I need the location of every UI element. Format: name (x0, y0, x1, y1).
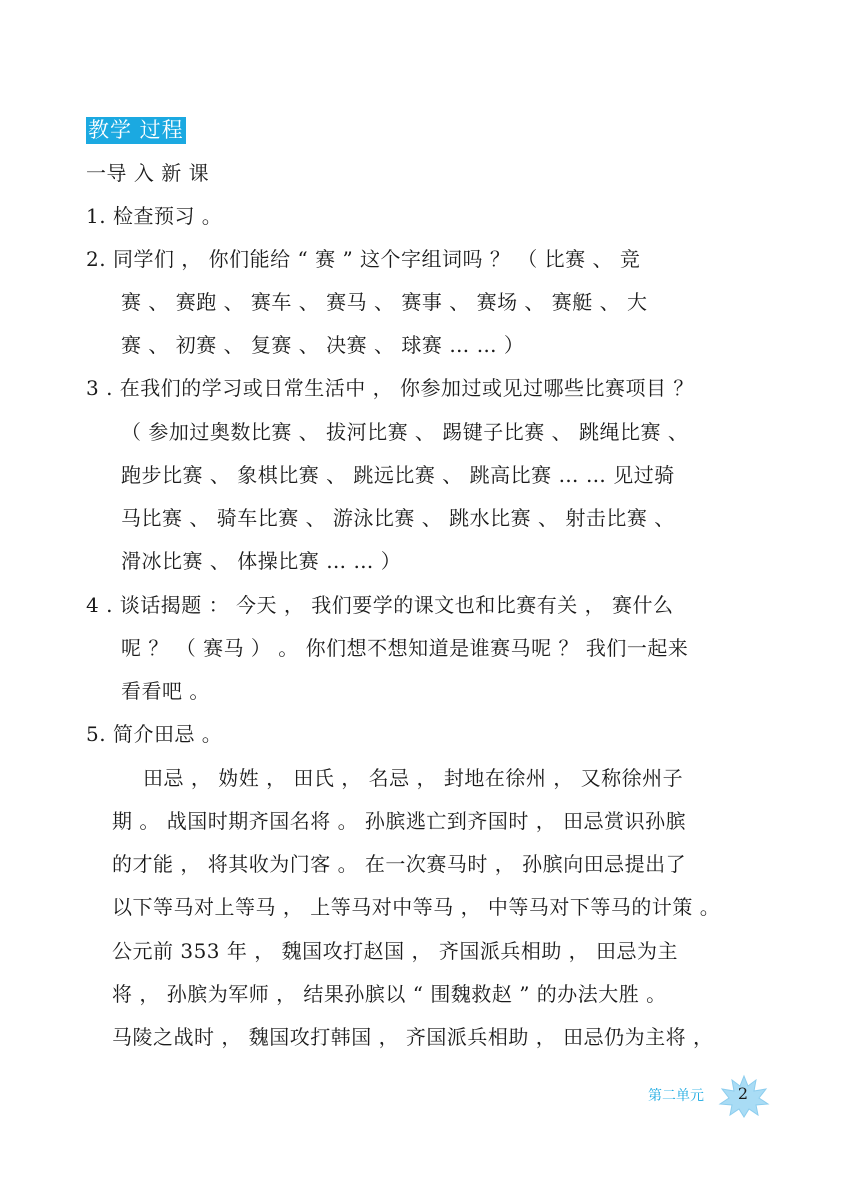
list-item-cont: 滑冰比赛 、 体操比赛 … … ） (121, 549, 402, 573)
list-item-cont: 赛 、 初赛 、 复赛 、 决赛 、 球赛 … … ） (121, 333, 525, 357)
list-item-cont: 呢 ？ （ 赛马 ） 。 你们想不想知道是谁赛马呢 ？ 我们一起来 (121, 636, 689, 660)
list-item-cont: 赛 、 赛跑 、 赛车 、 赛马 、 赛事 、 赛场 、 赛艇 、 大 (121, 290, 648, 314)
list-item-cont: 看看吧 。 (121, 679, 210, 703)
page-number: 2 (737, 1084, 749, 1103)
paragraph-line: 田忌 ， 妫姓 ， 田氏 ， 名忌 ， 封地在徐州 ， 又称徐州子 (143, 766, 684, 790)
paragraph-line: 以下等马对上等马 ， 上等马对中等马 ， 中等马对下等马的计策 。 (112, 895, 721, 919)
section-title: 一导 入 新 课 (86, 161, 210, 185)
list-item: 2. 同学们 ， 你们能给 “ 赛 ” 这个字组词吗 ？ （ 比赛 、 竞 (86, 247, 641, 271)
paragraph-line: 马陵之战时 ， 魏国攻打韩国 ， 齐国派兵相助 ， 田忌仍为主将 ， (112, 1025, 714, 1049)
list-item: 3 . 在我们的学习或日常生活中 ， 你参加过或见过哪些比赛项目 ？ (86, 376, 694, 400)
paragraph-line: 将 ， 孙膑为军师 ， 结果孙膑以 “ 围魏救赵 ” 的办法大胜 。 (112, 982, 667, 1006)
paragraph-line: 期 。 战国时期齐国名将 。 孙膑逃亡到齐国时 ， 田忌赏识孙膑 (112, 809, 687, 833)
paragraph-line: 的才能 ， 将其收为门客 。 在一次赛马时 ， 孙膑向田忌提出了 (112, 852, 687, 876)
section-heading: 教学 过程 (88, 118, 184, 142)
paragraph-line: 公元前 353 年 ， 魏国攻打赵国 ， 齐国派兵相助 ， 田忌为主 (112, 939, 679, 963)
list-item-cont: 马比赛 、 骑车比赛 、 游泳比赛 、 跳水比赛 、 射击比赛 、 (121, 506, 675, 530)
unit-label: 第二单元 (648, 1088, 704, 1104)
list-item: 5. 简介田忌 。 (86, 722, 223, 746)
list-item: 4 . 谈话揭题 ： 今天 ， 我们要学的课文也和比赛有关 ， 赛什么 (86, 593, 674, 617)
list-item: 1. 检查预习 。 (86, 204, 223, 228)
list-item-cont: 跑步比赛 、 象棋比赛 、 跳远比赛 、 跳高比赛 … … 见过骑 (121, 463, 675, 487)
list-item-cont: （ 参加过奥数比赛 、 拔河比赛 、 踢键子比赛 、 跳绳比赛 、 (121, 420, 689, 444)
